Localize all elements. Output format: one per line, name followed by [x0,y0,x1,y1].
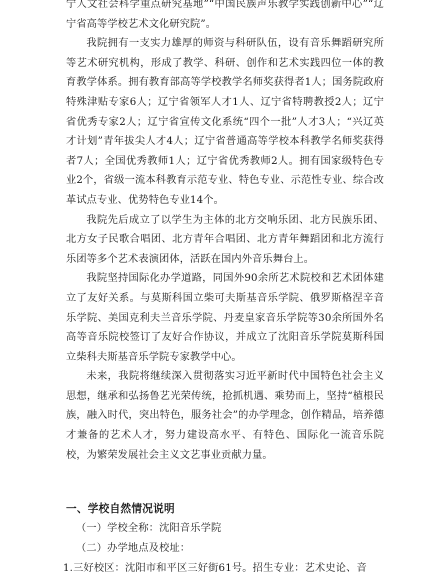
paragraph-future: 未来，我院将继续深入贯彻落实习近平新时代中国特色社会主义思想，继承和弘扬鲁艺光荣传统，抢抓机遇、乘势而上，坚持“植根民族，融入时代，突出特色，服务社会”的办学理念，创作精品，培养德才兼备的艺术人才，努力建设高水平、有特色、国际化一流音乐院校，为繁荣发展社会主义文艺事业贡献力量。 [66,371,384,461]
paragraph-faculty: 我院拥有一支实力雄厚的师资与科研队伍，设有音乐舞蹈研究所等艺术研究机构，形成了教学、科研、创作和艺术实践四位一体的教育教学体系。拥有教育部高等学校教学名师奖获得者1人；国务院政府特殊津贴专家6人；辽宁省领军人才1人、辽宁省特聘教授2人；辽宁省优秀专家2人；辽宁省宣传文化系统“四个一批”人才3人；“兴辽英才计划”青年拔尖人才4人；辽宁省普通高等学校本科教学名师奖获得者7人；全国优秀教师1人；辽宁省优秀教师2人。拥有国家级特色专业2个，省级一流本科教育示范专业、特色专业、示范性专业、综合改革试点专业、优势特色专业14个。 [66,38,384,206]
item-sanhao-campus: 1.三好校区：沈阳市和平区三好街61号。招生专业：艺术史论、音 [63,563,367,575]
section-heading: 一、学校自然情况说明 [66,503,175,516]
paragraph-ensembles: 我院先后成立了以学生为主体的北方交响乐团、北方民族乐团、北方女子民歌合唱团、北方青年合唱团、北方青年舞蹈团和北方流行乐团等多个艺术表演团体，活跃在国内外音乐舞台上。 [66,214,384,265]
item-school-name: （一）学校全称：沈阳音乐学院 [76,523,222,535]
paragraph-international: 我院坚持国际化办学道路，同国外90余所艺术院校和艺术团体建立了友好关系。与莫斯科国立柴可夫斯基音乐学院、俄罗斯格涅辛音乐学院、美国克利夫兰音乐学院、丹麦皇家音乐学院等30余所国外名高等音乐院校签订了友好合作协议，并成立了沈阳音乐学院莫斯科国立柴科夫斯基音乐学院专家教学中心。 [66,273,384,363]
section-spacer [66,465,384,499]
item-location: （二）办学地点及校址： [76,543,191,555]
paragraph-intro-continuation: 宁人文社会科学重点研究基地”“中国民族声乐教学实践创新中心”“辽宁省高等学校艺术文化研究院”。 [66,0,384,30]
document-body [63,0,384,579]
